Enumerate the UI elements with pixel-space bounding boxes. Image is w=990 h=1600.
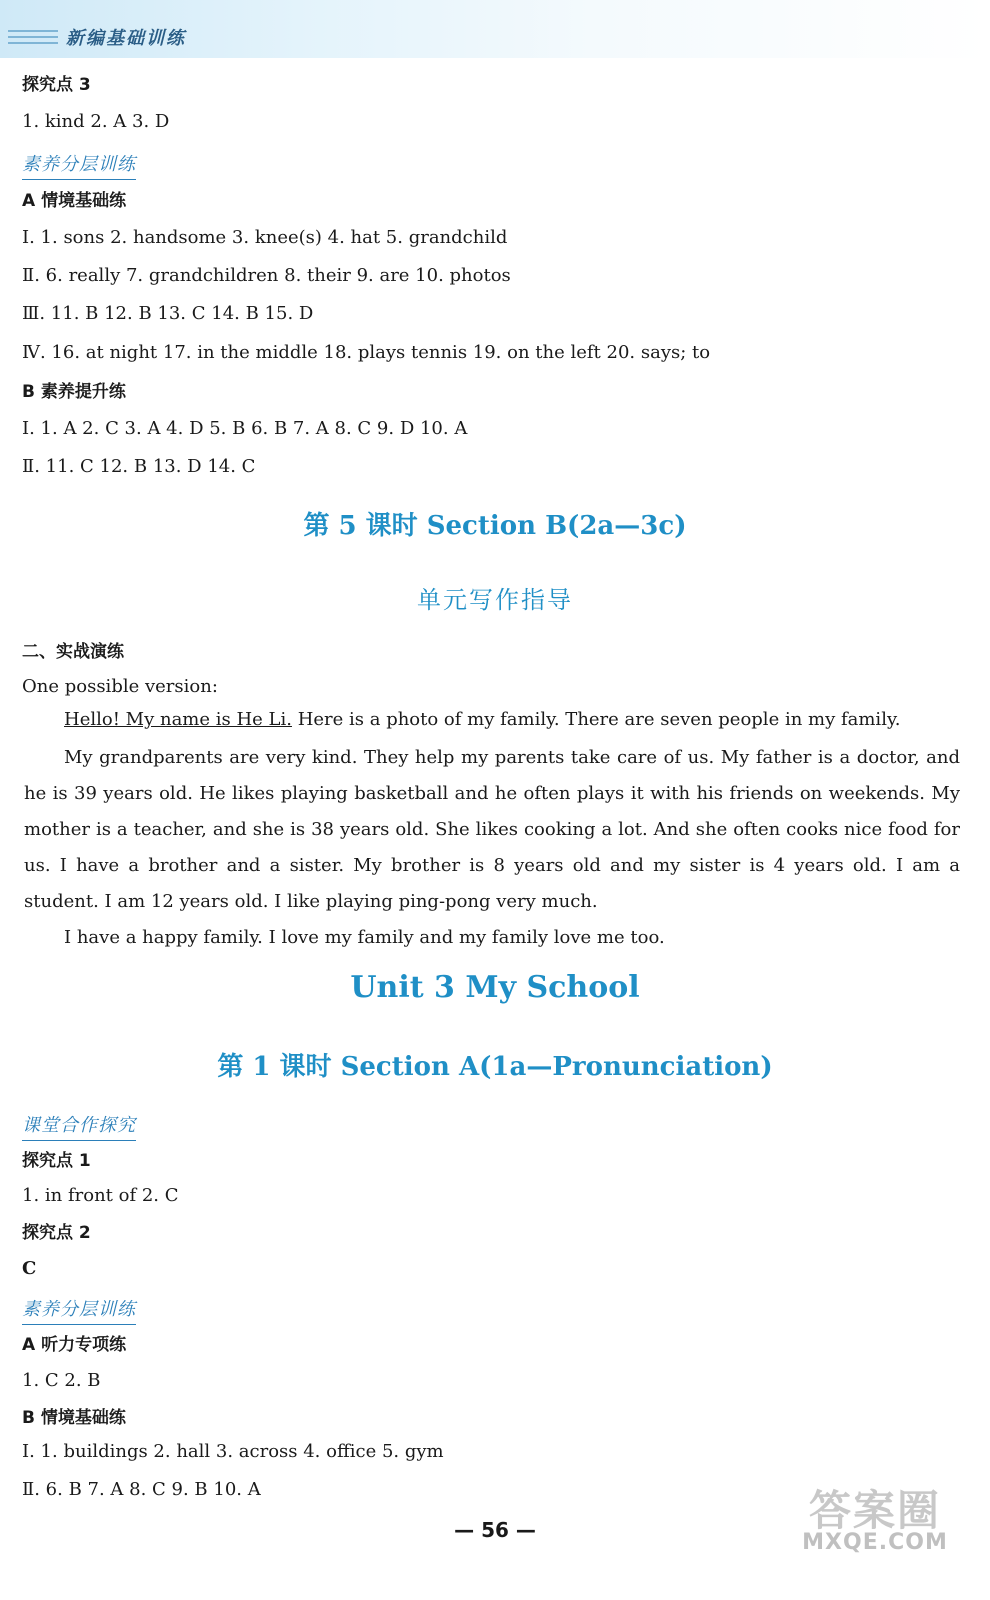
group-a-row-2: Ⅱ. 6. really 7. grandchildren 8. their 9. are 10. photos xyxy=(22,265,511,286)
group-a-row-1: Ⅰ. 1. sons 2. handsome 3. knee(s) 4. hat 5. grandchild xyxy=(22,227,508,248)
probe1-answers: 1. in front of 2. C xyxy=(22,1185,179,1206)
group-a-label: A 情境基础练 xyxy=(22,191,127,211)
practice-label: 二、实战演练 xyxy=(22,642,124,662)
listening-label: A 听力专项练 xyxy=(22,1335,127,1355)
category-heading-layered: 素养分层训练 xyxy=(22,150,136,180)
group-b-row-1: Ⅰ. 1. A 2. C 3. A 4. D 5. B 6. B 7. A 8. C 9. D 10. A xyxy=(22,418,468,439)
watermark-top: 答案圈 xyxy=(808,1486,941,1535)
probe1-label: 探究点 1 xyxy=(22,1151,91,1171)
group-a-row-4: Ⅳ. 16. at night 17. in the middle 18. plays tennis 19. on the left 20. says; to xyxy=(22,342,711,363)
watermark-logo xyxy=(790,1478,960,1558)
unit-title: Unit 3 My School xyxy=(350,970,640,1005)
essay-greeting: Hello! My name is He Li. xyxy=(64,709,292,730)
page-number: — 56 — xyxy=(454,1518,536,1542)
page-header-band xyxy=(0,0,990,58)
writing-guide-title: 单元写作指导 xyxy=(417,586,573,614)
group-a-row-3: Ⅲ. 11. B 12. B 13. C 14. B 15. D xyxy=(22,303,314,324)
essay-paragraph-1 xyxy=(24,702,960,738)
lesson5-title: 第 5 课时 Section B(2a—3c) xyxy=(303,511,687,541)
category-heading-classroom: 课堂合作探究 xyxy=(22,1111,136,1141)
probe3-label: 探究点 3 xyxy=(22,75,91,95)
essay-intro: Here is a photo of my family. There are seven people in my family. xyxy=(291,709,901,730)
header-decor-lines xyxy=(8,30,58,48)
probe3-answers: 1. kind 2. A 3. D xyxy=(22,111,170,132)
header-title: 新编基础训练 xyxy=(66,28,186,49)
group-b-label: B 素养提升练 xyxy=(22,382,126,402)
listening-answers: 1. C 2. B xyxy=(22,1370,101,1391)
group-b2-label: B 情境基础练 xyxy=(22,1408,126,1428)
watermark-bottom: MXQE.COM xyxy=(802,1530,948,1555)
group-b-row-2: Ⅱ. 11. C 12. B 13. D 14. C xyxy=(22,456,256,477)
group-b2-row-2: Ⅱ. 6. B 7. A 8. C 9. B 10. A xyxy=(22,1479,261,1500)
version-label: One possible version: xyxy=(22,676,218,697)
essay-paragraph-3: I have a happy family. I love my family and my family love me too. xyxy=(64,927,665,948)
category-heading-layered-2: 素养分层训练 xyxy=(22,1295,136,1325)
probe2-label: 探究点 2 xyxy=(22,1223,91,1243)
lesson1-title: 第 1 课时 Section A(1a—Pronunciation) xyxy=(217,1052,773,1082)
essay-paragraph-2: My grandparents are very kind. They help my parents take care of us. My father is a doctor, and he is 39 years old. He likes playing basketball and he often plays it with his friends on weekends. My mother is a teacher, and she is 38 years old. She likes cooking a lot. And she often cooks nice food for us. I have a brother and a sister. My brother is 8 years old and my sister is 4 years old. I am a student. I am 12 years old. I like playing ping-pong very much. xyxy=(24,747,960,912)
probe2-answers: C xyxy=(22,1258,37,1279)
group-b2-row-1: Ⅰ. 1. buildings 2. hall 3. across 4. office 5. gym xyxy=(22,1441,444,1462)
